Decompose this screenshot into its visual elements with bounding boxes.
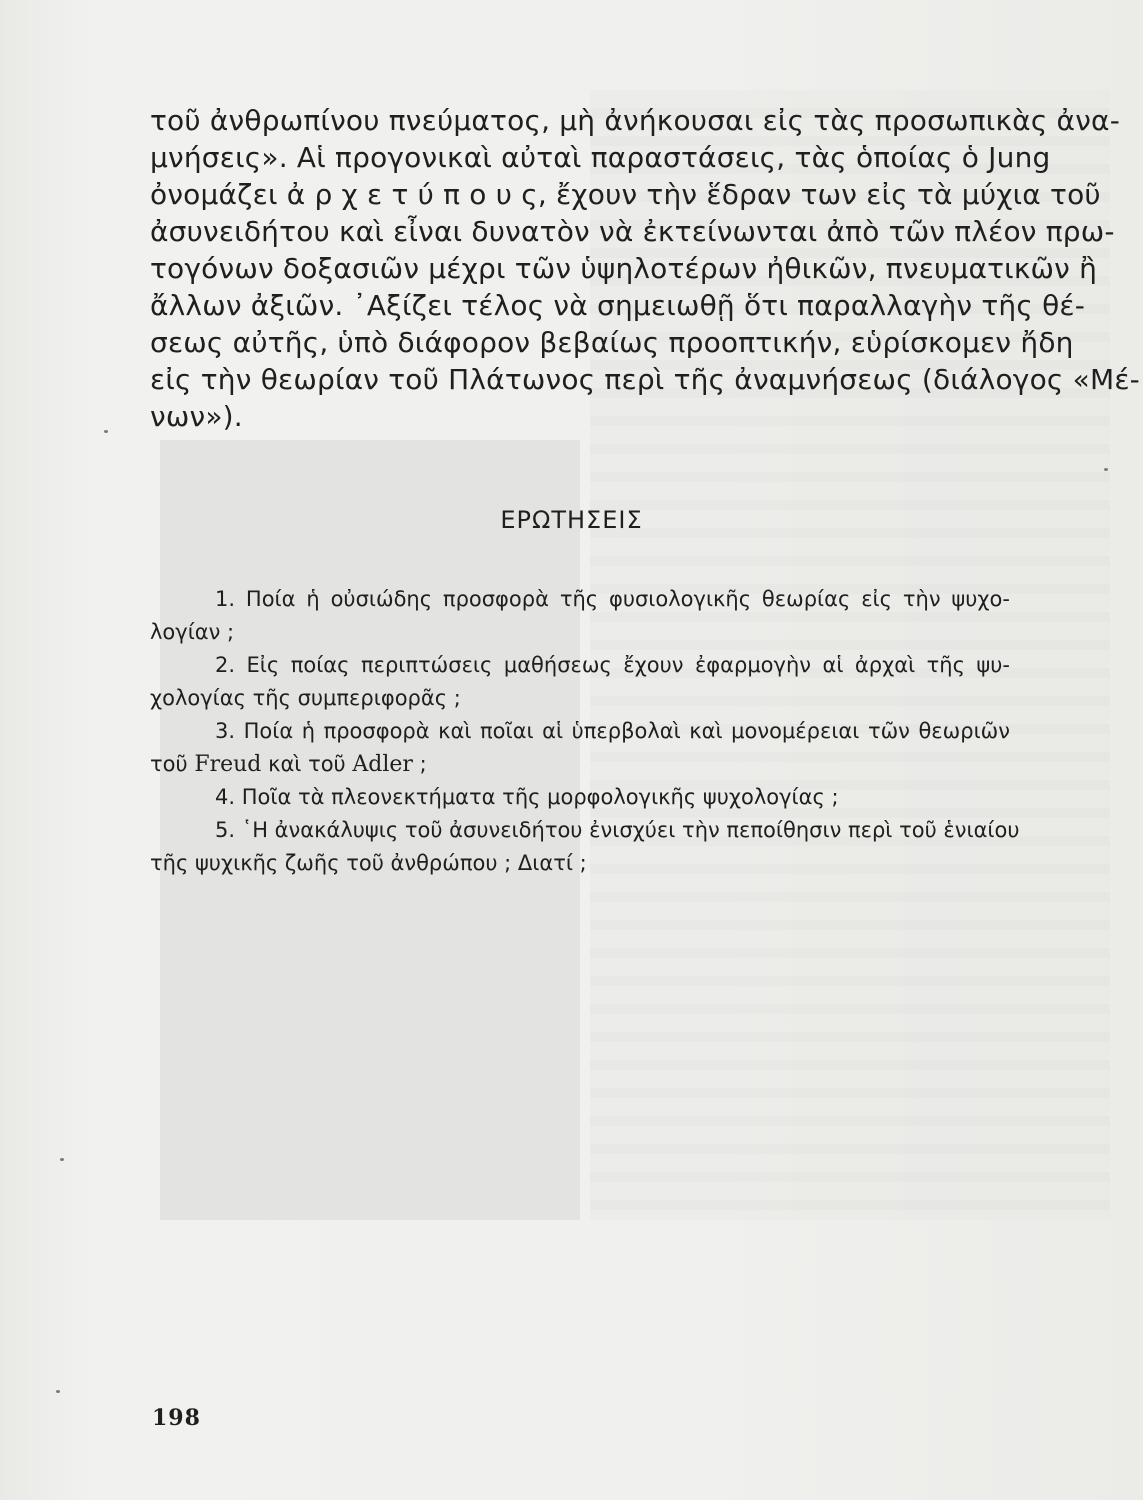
question-item [150,814,1020,880]
question-line [150,748,1010,781]
question-line: τῆς ψυχικῆς ζωῆς τοῦ ἀνθρώπου ; Διατί ; [150,851,587,875]
paper-speck [1104,468,1108,471]
question-line: χολογίας τῆς συμπεριφορᾶς ; [150,686,461,710]
body-line: νων»). [150,400,243,433]
question-item [150,649,1010,715]
question-line: 3. Ποία ἡ προσφορὰ καὶ ποῖαι αἱ ὑπερβολαὶ καὶ μονομέρειαι τῶν θεωριῶν [215,719,1010,743]
questions-list [150,583,1020,880]
section-heading: ΕΡΩΤΗΣΕΙΣ [500,506,643,534]
body-line: ἀσυνειδήτου καὶ εἶναι δυνατὸν νὰ ἐκτείνωνται ἀπὸ τῶν πλέον πρω- [150,215,1115,248]
body-line: ὀνομάζει ἀ ρ χ ε τ ύ π ο υ ς, ἔχουν τὴν ἕδραν των εἰς τὰ μύχια τοῦ [150,178,1101,211]
paper-speck [56,1390,60,1393]
body-line: σεως αὐτῆς, ὑπὸ διάφορον βεβαίως προοπτικήν, εὑρίσκομεν ἤδη [150,326,1074,359]
question-line: 5. ῾Η ἀνακάλυψις τοῦ ἀσυνειδήτου ἐνισχύει τὴν πεποίθησιν περὶ τοῦ ἑνιαίου [215,818,1020,842]
body-paragraph [150,102,1140,435]
question-item [150,583,1010,649]
body-line: μνήσεις». Αἱ προγονικαὶ αὐταὶ παραστάσεις, τὰς ὁποίας ὁ Jung [150,141,1051,174]
question-item [150,715,1010,781]
question-line: 2. Εἰς ποίας περιπτώσεις μαθήσεως ἔχουν ἐφαρμογὴν αἱ ἀρχαὶ τῆς ψυ- [215,653,1010,677]
author-name: Freud [194,752,262,777]
question-text: τοῦ [150,752,195,776]
question-line: λογίαν ; [150,620,235,644]
question-item [150,781,1010,814]
body-line: τογόνων δοξασιῶν μέχρι τῶν ὑψηλοτέρων ἠθικῶν, πνευματικῶν ἢ [150,252,1098,285]
question-line: 1. Ποία ἡ οὐσιώδης προσφορὰ τῆς φυσιολογικῆς θεωρίας εἰς τὴν ψυχο- [215,587,1010,611]
author-name: Adler [352,752,413,777]
question-line: 4. Ποῖα τὰ πλεονεκτήματα τῆς μορφολογικῆς ψυχολογίας ; [215,785,839,809]
paper-speck [104,430,108,433]
page-number: 198 [152,1405,201,1431]
body-line: εἰς τὴν θεωρίαν τοῦ Πλάτωνος περὶ τῆς ἀναμνήσεως (διάλογος «Μέ- [150,363,1140,396]
paper-speck [60,1158,64,1161]
body-line: τοῦ ἀνθρωπίνου πνεύματος, μὴ ἀνήκουσαι εἰς τὰς προσωπικὰς ἀνα- [150,104,1121,137]
question-text: ; [412,752,427,776]
body-line: ἄλλων ἀξιῶν. ᾿Αξίζει τέλος νὰ σημειωθῇ ὅτι παραλλαγὴν τῆς θέ- [150,289,1086,322]
question-text: καὶ τοῦ [261,752,353,776]
